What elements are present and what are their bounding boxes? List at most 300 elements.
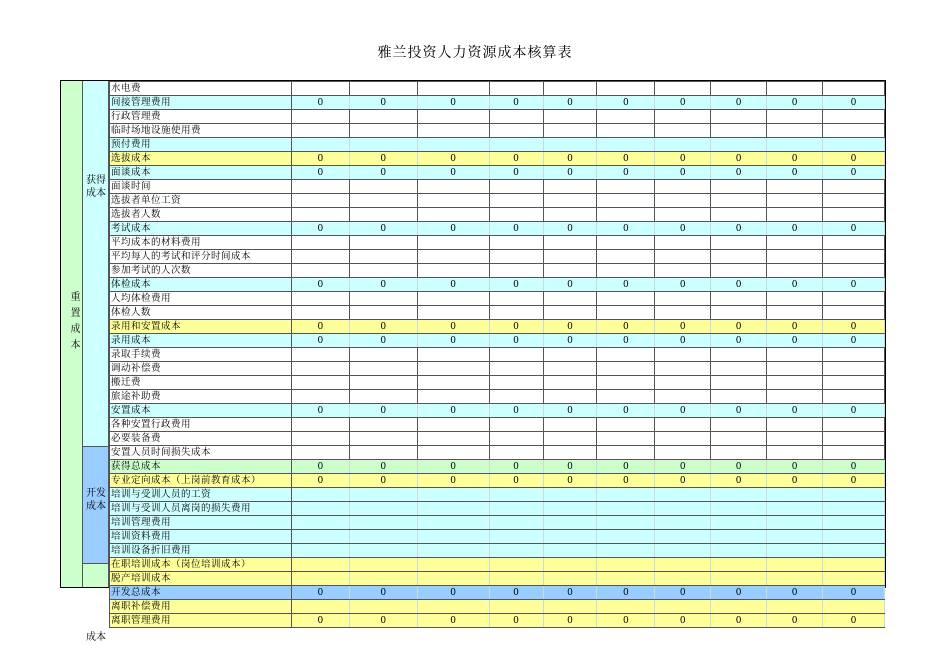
value-cell[interactable] xyxy=(597,390,655,404)
value-cell[interactable] xyxy=(655,516,711,530)
value-cell[interactable] xyxy=(823,180,885,194)
value-cell[interactable] xyxy=(655,558,711,572)
value-cell[interactable] xyxy=(823,418,885,432)
value-cell[interactable] xyxy=(291,292,349,306)
value-cell[interactable]: 0 xyxy=(291,614,349,628)
value-cell[interactable] xyxy=(823,390,885,404)
value-cell[interactable] xyxy=(823,348,885,362)
value-cell[interactable] xyxy=(349,376,417,390)
value-cell[interactable] xyxy=(655,362,711,376)
value-cell[interactable] xyxy=(655,544,711,558)
value-cell[interactable] xyxy=(489,348,543,362)
row-label[interactable]: 平均成本的材料费用 xyxy=(110,236,292,250)
value-cell[interactable] xyxy=(655,264,711,278)
value-cell[interactable]: 0 xyxy=(767,334,823,348)
value-cell[interactable] xyxy=(489,180,543,194)
value-cell[interactable] xyxy=(823,432,885,446)
value-cell[interactable] xyxy=(767,600,823,614)
value-cell[interactable]: 0 xyxy=(349,320,417,334)
value-cell[interactable] xyxy=(417,236,489,250)
value-cell[interactable] xyxy=(349,292,417,306)
value-cell[interactable] xyxy=(597,362,655,376)
value-cell[interactable] xyxy=(291,208,349,222)
value-cell[interactable] xyxy=(489,418,543,432)
value-cell[interactable] xyxy=(489,194,543,208)
value-cell[interactable] xyxy=(767,236,823,250)
value-cell[interactable] xyxy=(349,124,417,138)
value-cell[interactable] xyxy=(655,376,711,390)
row-label[interactable]: 参加考试的人次数 xyxy=(110,264,292,278)
value-cell[interactable] xyxy=(597,418,655,432)
value-cell[interactable] xyxy=(767,432,823,446)
value-cell[interactable]: 0 xyxy=(349,460,417,474)
value-cell[interactable] xyxy=(349,516,417,530)
value-cell[interactable]: 0 xyxy=(417,404,489,418)
value-cell[interactable]: 0 xyxy=(489,166,543,180)
value-cell[interactable] xyxy=(543,124,597,138)
value-cell[interactable]: 0 xyxy=(655,166,711,180)
value-cell[interactable] xyxy=(655,418,711,432)
value-cell[interactable] xyxy=(767,544,823,558)
value-cell[interactable]: 0 xyxy=(417,96,489,110)
value-cell[interactable]: 0 xyxy=(655,222,711,236)
value-cell[interactable] xyxy=(655,292,711,306)
value-cell[interactable] xyxy=(655,390,711,404)
row-label[interactable]: 脱产培训成本 xyxy=(110,572,292,586)
value-cell[interactable] xyxy=(711,208,767,222)
value-cell[interactable]: 0 xyxy=(543,460,597,474)
value-cell[interactable] xyxy=(349,138,417,152)
value-cell[interactable]: 0 xyxy=(291,278,349,292)
value-cell[interactable]: 0 xyxy=(823,586,885,600)
row-label[interactable]: 安置人员时间损失成本 xyxy=(110,446,292,460)
value-cell[interactable]: 0 xyxy=(711,320,767,334)
value-cell[interactable] xyxy=(597,138,655,152)
value-cell[interactable]: 0 xyxy=(543,96,597,110)
value-cell[interactable] xyxy=(489,124,543,138)
value-cell[interactable]: 0 xyxy=(597,278,655,292)
value-cell[interactable]: 0 xyxy=(711,460,767,474)
value-cell[interactable] xyxy=(597,124,655,138)
value-cell[interactable] xyxy=(291,572,349,586)
value-cell[interactable] xyxy=(767,418,823,432)
row-label[interactable]: 行政管理费 xyxy=(110,110,292,124)
value-cell[interactable] xyxy=(417,600,489,614)
value-cell[interactable] xyxy=(711,124,767,138)
value-cell[interactable] xyxy=(823,208,885,222)
row-label[interactable]: 录取手续费 xyxy=(110,348,292,362)
value-cell[interactable]: 0 xyxy=(823,460,885,474)
value-cell[interactable] xyxy=(417,446,489,460)
row-label[interactable]: 安置成本 xyxy=(110,404,292,418)
value-cell[interactable] xyxy=(767,264,823,278)
value-cell[interactable] xyxy=(823,250,885,264)
value-cell[interactable] xyxy=(655,236,711,250)
value-cell[interactable] xyxy=(823,376,885,390)
value-cell[interactable] xyxy=(489,362,543,376)
row-label[interactable]: 录用成本 xyxy=(110,334,292,348)
row-label[interactable]: 搬迁费 xyxy=(110,376,292,390)
value-cell[interactable] xyxy=(417,362,489,376)
value-cell[interactable]: 0 xyxy=(767,586,823,600)
value-cell[interactable] xyxy=(711,446,767,460)
value-cell[interactable] xyxy=(349,530,417,544)
value-cell[interactable]: 0 xyxy=(489,96,543,110)
value-cell[interactable] xyxy=(417,110,489,124)
value-cell[interactable] xyxy=(597,544,655,558)
value-cell[interactable] xyxy=(597,82,655,96)
value-cell[interactable] xyxy=(291,446,349,460)
value-cell[interactable]: 0 xyxy=(291,404,349,418)
value-cell[interactable] xyxy=(823,530,885,544)
value-cell[interactable]: 0 xyxy=(655,278,711,292)
value-cell[interactable] xyxy=(543,558,597,572)
row-label[interactable]: 培训设备折旧费用 xyxy=(110,544,292,558)
row-label[interactable]: 体检人数 xyxy=(110,306,292,320)
value-cell[interactable] xyxy=(349,250,417,264)
value-cell[interactable] xyxy=(655,502,711,516)
value-cell[interactable]: 0 xyxy=(417,166,489,180)
value-cell[interactable]: 0 xyxy=(767,320,823,334)
value-cell[interactable] xyxy=(711,194,767,208)
value-cell[interactable] xyxy=(543,516,597,530)
value-cell[interactable] xyxy=(349,194,417,208)
value-cell[interactable]: 0 xyxy=(711,166,767,180)
value-cell[interactable]: 0 xyxy=(291,334,349,348)
value-cell[interactable] xyxy=(543,292,597,306)
value-cell[interactable]: 0 xyxy=(349,166,417,180)
value-cell[interactable] xyxy=(543,110,597,124)
value-cell[interactable] xyxy=(543,306,597,320)
value-cell[interactable]: 0 xyxy=(349,278,417,292)
value-cell[interactable]: 0 xyxy=(767,96,823,110)
value-cell[interactable] xyxy=(597,250,655,264)
value-cell[interactable]: 0 xyxy=(489,460,543,474)
value-cell[interactable]: 0 xyxy=(597,334,655,348)
value-cell[interactable] xyxy=(711,236,767,250)
value-cell[interactable] xyxy=(767,376,823,390)
row-label[interactable]: 离职管理费用 xyxy=(110,614,292,628)
value-cell[interactable]: 0 xyxy=(767,278,823,292)
value-cell[interactable] xyxy=(711,250,767,264)
value-cell[interactable] xyxy=(711,488,767,502)
value-cell[interactable] xyxy=(417,124,489,138)
value-cell[interactable]: 0 xyxy=(417,152,489,166)
value-cell[interactable]: 0 xyxy=(711,278,767,292)
value-cell[interactable]: 0 xyxy=(543,222,597,236)
value-cell[interactable]: 0 xyxy=(823,614,885,628)
value-cell[interactable] xyxy=(489,516,543,530)
value-cell[interactable]: 0 xyxy=(291,222,349,236)
value-cell[interactable]: 0 xyxy=(767,404,823,418)
value-cell[interactable] xyxy=(597,348,655,362)
value-cell[interactable] xyxy=(767,502,823,516)
value-cell[interactable] xyxy=(417,292,489,306)
value-cell[interactable] xyxy=(655,194,711,208)
value-cell[interactable] xyxy=(291,432,349,446)
value-cell[interactable] xyxy=(489,376,543,390)
value-cell[interactable] xyxy=(823,544,885,558)
value-cell[interactable] xyxy=(823,516,885,530)
value-cell[interactable] xyxy=(291,558,349,572)
value-cell[interactable] xyxy=(767,488,823,502)
value-cell[interactable] xyxy=(417,348,489,362)
value-cell[interactable]: 0 xyxy=(291,152,349,166)
row-label[interactable]: 培训管理费用 xyxy=(110,516,292,530)
value-cell[interactable]: 0 xyxy=(543,334,597,348)
row-label[interactable]: 录用和安置成本 xyxy=(110,320,292,334)
value-cell[interactable]: 0 xyxy=(823,96,885,110)
value-cell[interactable] xyxy=(417,390,489,404)
row-label[interactable]: 考试成本 xyxy=(110,222,292,236)
value-cell[interactable] xyxy=(349,264,417,278)
value-cell[interactable] xyxy=(711,138,767,152)
value-cell[interactable] xyxy=(417,194,489,208)
value-cell[interactable] xyxy=(767,306,823,320)
value-cell[interactable] xyxy=(417,264,489,278)
value-cell[interactable]: 0 xyxy=(823,404,885,418)
value-cell[interactable]: 0 xyxy=(543,404,597,418)
row-label[interactable]: 获得总成本 xyxy=(110,460,292,474)
value-cell[interactable]: 0 xyxy=(291,586,349,600)
value-cell[interactable] xyxy=(767,516,823,530)
value-cell[interactable] xyxy=(767,110,823,124)
value-cell[interactable] xyxy=(711,110,767,124)
value-cell[interactable]: 0 xyxy=(711,152,767,166)
value-cell[interactable] xyxy=(291,236,349,250)
row-label[interactable]: 培训与受训人员的工资 xyxy=(110,488,292,502)
value-cell[interactable] xyxy=(349,180,417,194)
value-cell[interactable]: 0 xyxy=(417,614,489,628)
row-label[interactable]: 选拔者人数 xyxy=(110,208,292,222)
value-cell[interactable] xyxy=(417,572,489,586)
value-cell[interactable]: 0 xyxy=(767,474,823,488)
value-cell[interactable]: 0 xyxy=(655,96,711,110)
value-cell[interactable] xyxy=(417,180,489,194)
value-cell[interactable] xyxy=(489,390,543,404)
value-cell[interactable] xyxy=(291,250,349,264)
value-cell[interactable]: 0 xyxy=(767,614,823,628)
value-cell[interactable]: 0 xyxy=(711,222,767,236)
value-cell[interactable] xyxy=(655,138,711,152)
value-cell[interactable] xyxy=(291,180,349,194)
value-cell[interactable] xyxy=(767,446,823,460)
value-cell[interactable] xyxy=(349,362,417,376)
value-cell[interactable]: 0 xyxy=(349,614,417,628)
value-cell[interactable]: 0 xyxy=(655,460,711,474)
value-cell[interactable] xyxy=(655,600,711,614)
row-label[interactable]: 面谈成本 xyxy=(110,166,292,180)
value-cell[interactable]: 0 xyxy=(655,152,711,166)
value-cell[interactable] xyxy=(291,600,349,614)
value-cell[interactable] xyxy=(291,544,349,558)
value-cell[interactable]: 0 xyxy=(489,222,543,236)
value-cell[interactable] xyxy=(489,544,543,558)
value-cell[interactable] xyxy=(823,292,885,306)
value-cell[interactable] xyxy=(597,432,655,446)
value-cell[interactable] xyxy=(489,82,543,96)
row-label[interactable]: 人均体检费用 xyxy=(110,292,292,306)
value-cell[interactable]: 0 xyxy=(543,586,597,600)
value-cell[interactable]: 0 xyxy=(597,404,655,418)
value-cell[interactable]: 0 xyxy=(489,586,543,600)
value-cell[interactable] xyxy=(349,236,417,250)
value-cell[interactable]: 0 xyxy=(489,474,543,488)
value-cell[interactable] xyxy=(543,530,597,544)
value-cell[interactable] xyxy=(291,124,349,138)
value-cell[interactable]: 0 xyxy=(543,152,597,166)
value-cell[interactable] xyxy=(711,600,767,614)
value-cell[interactable] xyxy=(597,446,655,460)
row-label[interactable]: 选拔成本 xyxy=(110,152,292,166)
value-cell[interactable]: 0 xyxy=(597,152,655,166)
value-cell[interactable] xyxy=(543,250,597,264)
value-cell[interactable] xyxy=(597,600,655,614)
value-cell[interactable] xyxy=(823,194,885,208)
value-cell[interactable] xyxy=(655,250,711,264)
value-cell[interactable] xyxy=(543,376,597,390)
row-label[interactable]: 平均每人的考试和评分时间成本 xyxy=(110,250,292,264)
value-cell[interactable] xyxy=(597,572,655,586)
value-cell[interactable]: 0 xyxy=(349,404,417,418)
value-cell[interactable] xyxy=(823,236,885,250)
value-cell[interactable] xyxy=(767,208,823,222)
value-cell[interactable] xyxy=(823,488,885,502)
value-cell[interactable]: 0 xyxy=(597,222,655,236)
value-cell[interactable] xyxy=(767,572,823,586)
value-cell[interactable] xyxy=(417,208,489,222)
value-cell[interactable] xyxy=(767,292,823,306)
value-cell[interactable] xyxy=(489,572,543,586)
value-cell[interactable] xyxy=(655,530,711,544)
value-cell[interactable]: 0 xyxy=(711,404,767,418)
value-cell[interactable] xyxy=(349,572,417,586)
value-cell[interactable] xyxy=(349,82,417,96)
value-cell[interactable] xyxy=(349,488,417,502)
value-cell[interactable] xyxy=(543,180,597,194)
row-label[interactable]: 培训与受训人员离岗的损失费用 xyxy=(110,502,292,516)
value-cell[interactable] xyxy=(655,432,711,446)
value-cell[interactable] xyxy=(711,516,767,530)
value-cell[interactable]: 0 xyxy=(489,320,543,334)
value-cell[interactable] xyxy=(543,362,597,376)
value-cell[interactable] xyxy=(349,348,417,362)
value-cell[interactable] xyxy=(711,572,767,586)
value-cell[interactable]: 0 xyxy=(597,460,655,474)
value-cell[interactable] xyxy=(655,82,711,96)
value-cell[interactable] xyxy=(823,362,885,376)
value-cell[interactable] xyxy=(417,306,489,320)
value-cell[interactable] xyxy=(489,530,543,544)
value-cell[interactable] xyxy=(291,376,349,390)
value-cell[interactable] xyxy=(349,110,417,124)
value-cell[interactable]: 0 xyxy=(655,614,711,628)
value-cell[interactable]: 0 xyxy=(823,222,885,236)
value-cell[interactable] xyxy=(655,180,711,194)
value-cell[interactable]: 0 xyxy=(711,334,767,348)
value-cell[interactable]: 0 xyxy=(417,586,489,600)
value-cell[interactable] xyxy=(655,306,711,320)
value-cell[interactable] xyxy=(489,110,543,124)
value-cell[interactable] xyxy=(597,264,655,278)
row-label[interactable]: 水电费 xyxy=(110,82,292,96)
value-cell[interactable]: 0 xyxy=(349,152,417,166)
value-cell[interactable] xyxy=(543,572,597,586)
value-cell[interactable]: 0 xyxy=(543,166,597,180)
value-cell[interactable] xyxy=(823,124,885,138)
value-cell[interactable] xyxy=(597,292,655,306)
value-cell[interactable] xyxy=(597,110,655,124)
value-cell[interactable] xyxy=(823,138,885,152)
value-cell[interactable]: 0 xyxy=(417,278,489,292)
value-cell[interactable] xyxy=(291,516,349,530)
value-cell[interactable] xyxy=(291,362,349,376)
value-cell[interactable] xyxy=(767,362,823,376)
value-cell[interactable]: 0 xyxy=(767,152,823,166)
value-cell[interactable] xyxy=(711,558,767,572)
value-cell[interactable]: 0 xyxy=(597,614,655,628)
row-label[interactable]: 专业定向成本（上岗前教育成本） xyxy=(110,474,292,488)
value-cell[interactable]: 0 xyxy=(711,474,767,488)
value-cell[interactable] xyxy=(417,82,489,96)
value-cell[interactable] xyxy=(417,138,489,152)
value-cell[interactable] xyxy=(767,348,823,362)
value-cell[interactable] xyxy=(489,488,543,502)
value-cell[interactable] xyxy=(291,264,349,278)
value-cell[interactable] xyxy=(597,306,655,320)
value-cell[interactable]: 0 xyxy=(349,586,417,600)
value-cell[interactable]: 0 xyxy=(655,320,711,334)
value-cell[interactable] xyxy=(543,236,597,250)
value-cell[interactable] xyxy=(597,516,655,530)
value-cell[interactable] xyxy=(489,502,543,516)
value-cell[interactable]: 0 xyxy=(767,460,823,474)
value-cell[interactable] xyxy=(489,558,543,572)
value-cell[interactable]: 0 xyxy=(291,166,349,180)
value-cell[interactable] xyxy=(767,558,823,572)
value-cell[interactable] xyxy=(349,390,417,404)
row-label[interactable]: 旅途补助费 xyxy=(110,390,292,404)
value-cell[interactable] xyxy=(291,390,349,404)
row-label[interactable]: 调动补偿费 xyxy=(110,362,292,376)
value-cell[interactable] xyxy=(349,446,417,460)
value-cell[interactable] xyxy=(489,264,543,278)
value-cell[interactable]: 0 xyxy=(767,166,823,180)
value-cell[interactable]: 0 xyxy=(543,614,597,628)
value-cell[interactable] xyxy=(349,432,417,446)
value-cell[interactable]: 0 xyxy=(291,320,349,334)
value-cell[interactable]: 0 xyxy=(823,320,885,334)
value-cell[interactable] xyxy=(767,138,823,152)
value-cell[interactable] xyxy=(543,138,597,152)
value-cell[interactable]: 0 xyxy=(823,334,885,348)
value-cell[interactable]: 0 xyxy=(543,474,597,488)
value-cell[interactable]: 0 xyxy=(823,166,885,180)
value-cell[interactable] xyxy=(711,82,767,96)
value-cell[interactable]: 0 xyxy=(489,614,543,628)
value-cell[interactable]: 0 xyxy=(489,278,543,292)
value-cell[interactable] xyxy=(597,236,655,250)
value-cell[interactable] xyxy=(417,488,489,502)
value-cell[interactable] xyxy=(597,558,655,572)
value-cell[interactable] xyxy=(489,600,543,614)
value-cell[interactable]: 0 xyxy=(417,222,489,236)
value-cell[interactable] xyxy=(823,306,885,320)
value-cell[interactable] xyxy=(489,306,543,320)
value-cell[interactable]: 0 xyxy=(489,152,543,166)
value-cell[interactable] xyxy=(823,446,885,460)
value-cell[interactable]: 0 xyxy=(543,278,597,292)
